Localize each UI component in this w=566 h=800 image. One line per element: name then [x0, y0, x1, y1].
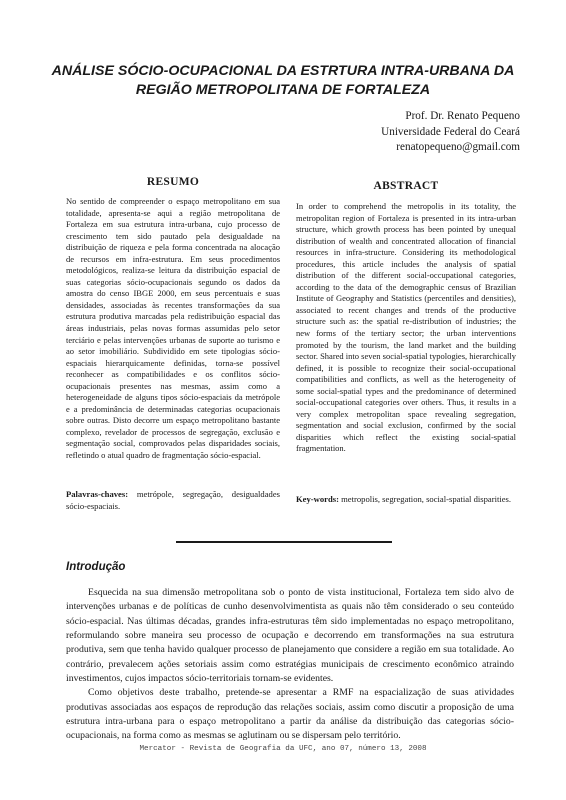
resumo-keywords: [66, 489, 280, 512]
abstract-column: [296, 176, 516, 455]
introduction-body: [66, 586, 514, 744]
resumo-keywords-text: metrópole, segregação, desigualdades sócio-espaciais.: [66, 489, 280, 511]
section-divider: [176, 541, 392, 543]
abstract-keywords-label: Key-words:: [296, 494, 339, 504]
resumo-keywords-label: Palavras-chaves:: [66, 489, 129, 499]
body-paragraph: Esquecida na sua dimensão metropolitana sob o ponto de vista institucional, Fortaleza tem sido alvo de intervenções urbanas e de políticas de cunho desenvolvimentista as quais não têm considerado o seu conteúdo sócio-espacial. Nas últimas décadas, grandes infra-estruturas têm sido implementadas no espaço metropolitano, reformulando sobre maneira seu processo de ocupação e decorrendo em transformações na sua estrutura produtiva, sem que tenha havido qualquer processo de planejamento que considere a região em sua totalidade. Ao contrário, prevalecem ações setoriais assim como estratégias municipais de crescimento econômico atraindo investimentos, cujos impactos sócio-territoriais tornam-se evidentes.: [66, 587, 514, 685]
author-block: [381, 109, 520, 156]
abstract-keywords: [296, 494, 516, 506]
abstract-heading: ABSTRACT: [373, 180, 439, 192]
abstract-text: In order to comprehend the metropolis in its totality, the metropolitan region of Fortaleza is presented in its intra-urban structure, which growth process has been pointed by unequal distribution of wealth and concentrated allocation of financial resources in infra-structure. Considering its methodological procedures, this article includes the analysis of spatial distribution of the different social-occupational categories, according to the data of the demographic census of Brazilian Institute of Geography and Statistics (percentiles and densities), associated to recent changes and trends of the productive structure such as: the spatial re-distribution of industries; the new forms of the tertiary sector; the urban interventions promoted by the tourism, the land market and the building sector. Shared into seven social-spatial typologies, hierarchically defined, it is possible to recognize their social-occupational compatibilities and conflicts, as well as the heterogeneity of some social-spatial types and the predominance of determined social-occupational categories over others. Thus, it results in a very complex metropolitan space revealing segregation, segmentation and social exclusion, confirmed by the social disparities which reflect the existing social-spatial fragmentation.: [296, 201, 516, 454]
resumo-column: [66, 176, 280, 462]
article-title: ANÁLISE SÓCIO-OCUPACIONAL DA ESTRTURA INTRA-URBANA DA REGIÃO METROPOLITANA DE FORTALEZA: [51, 63, 515, 98]
author-email: renatopequeno@gmail.com: [396, 141, 520, 153]
page-footer: Mercator - Revista de Geografia da UFC, ano 07, número 13, 2008: [139, 745, 427, 753]
abstract-keywords-text: metropolis, segregation, social-spatial disparities.: [341, 494, 512, 504]
resumo-text: No sentido de compreender o espaço metropolitano em sua totalidade, apresenta-se aqui a região metropolitana de Fortaleza em sua estrutura intra-urbana, cujo processo de crescimento tem sido pautado pela desigualdade na distribuição de riqueza e pela forma concentrada na alocação de recursos em infra-estrutura. Em seus procedimentos metodológicos, realiza-se leitura da distribuição espacial de suas categorias sócio-ocupacionais segundo os dados da amostra do censo IBGE 2000, em seus percentuais e suas densidades, associadas às recentes transformações da sua estrutura produtiva marcadas pela redistribuição espacial das áreas industriais, pelas novas formas assumidas pelo setor terciário e pelas intervenções urbanas de suporte ao turismo e ao setor imobiliário. Subdividido em sete tipologias sócio-espaciais hierarquicamente definidas, torna-se possível reconhecer as compatibilidades e os conflitos sócio-ocupacionais presentes nas mesmas, assim como a heterogeneidade de alguns tipos sócio-espaciais da metrópole e a predominância de determinadas categorias ocupacionais sobre outras. Disto decorre um espaço metropolitano bastante complexo, revelador de processos de segregação, exclusão e segmentação social, comprovados pelas disparidades sociais, refletindo o atual quadro de fragmentação sócio-espacial.: [66, 196, 280, 461]
author-name: Prof. Dr. Renato Pequeno: [405, 110, 520, 122]
body-paragraph: Como objetivos deste trabalho, pretende-se apresentar a RMF na espacialização de suas atividades produtivas associadas aos espaços de reprodução das relações sociais, assim como discutir a proposição de uma estrutura intra-urbana para o espaço metropolitano a partir da análise da distribuição das categorias sócio-ocupacionais, na forma como as mesmas se aglutinam ou se dispersam pelo território.: [66, 687, 514, 742]
author-affiliation: Universidade Federal do Ceará: [381, 125, 520, 138]
resumo-heading: RESUMO: [146, 176, 200, 188]
section-heading-introducao: Introdução: [66, 561, 126, 573]
